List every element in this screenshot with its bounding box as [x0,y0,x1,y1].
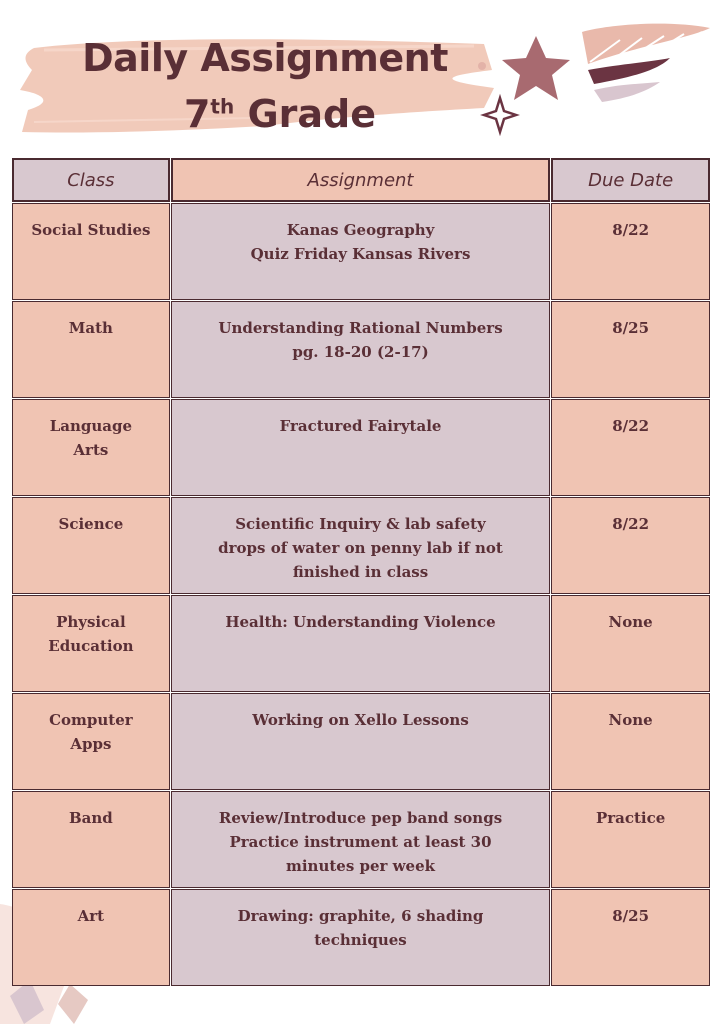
assignment-cell [171,791,550,888]
table-row [12,301,711,399]
column-header-assignment: Assignment [171,158,550,202]
due-date-cell [551,693,710,790]
due-date-cell [551,301,710,398]
assignment-cell [171,595,550,692]
page-title: Daily Assignment [82,36,448,80]
assignment-cell-line: Scientific Inquiry & lab safety [235,515,486,533]
due-date-cell [551,595,710,692]
table-body [12,203,711,987]
assignment-cell [171,301,550,398]
class-cell-line: Social Studies [31,221,151,239]
due-date-value: 8/25 [612,319,650,337]
class-cell-line: Band [68,809,113,827]
table-row [12,693,711,791]
table-row [12,497,711,595]
due-date-value: None [608,613,653,631]
class-cell-line: Apps [70,735,112,753]
due-date-value: None [608,711,653,729]
class-cell [12,595,170,692]
table-row [12,399,711,497]
table-row [12,889,711,987]
assignment-cell-line: Health: Understanding Violence [225,613,496,631]
class-cell-line: Physical [56,613,126,631]
due-date-value: 8/22 [612,221,650,239]
assignment-cell-line: Drawing: graphite, 6 shading [237,907,484,925]
assignment-cell-line: minutes per week [285,857,436,875]
class-cell [12,791,170,888]
class-cell-line: Language [49,417,133,435]
due-date-cell [551,497,710,594]
grade-word: Grade [247,92,377,136]
due-date-cell [551,791,710,888]
assignment-cell-line: Practice instrument at least 30 [229,833,492,851]
due-date-cell [551,203,710,300]
class-cell-line: Arts [73,441,109,459]
shooting-star-icon [470,18,720,138]
class-cell-line: Science [58,515,124,533]
assignment-cell-line: Kanas Geography [286,221,435,239]
assignment-cell-line: Working on Xello Lessons [252,711,469,729]
table-row [12,595,711,693]
column-header-due-date: Due Date [551,158,710,202]
class-cell-line: Art [77,907,105,925]
class-cell [12,497,170,594]
class-cell-line: Computer [49,711,133,729]
due-date-cell [551,889,710,986]
table-row [12,791,711,889]
assignment-cell-line: finished in class [292,563,429,581]
class-cell [12,693,170,790]
assignment-cell-line: Quiz Friday Kansas Rivers [250,245,471,263]
assignment-cell-line: Review/Introduce pep band songs [218,809,503,827]
assignment-cell [171,203,550,300]
assignment-cell-line: Understanding Rational Numbers [218,319,503,337]
due-date-cell [551,399,710,496]
column-header-class: Class [12,158,170,202]
table-header-row [12,158,711,203]
class-cell-line: Education [48,637,134,655]
grade-number: 7 [183,92,211,136]
class-cell [12,889,170,986]
assignment-cell [171,399,550,496]
class-cell [12,399,170,496]
due-date-value: Practice [595,809,666,827]
assignment-table [12,158,711,987]
assignment-cell-line: pg. 18-20 (2-17) [292,343,429,361]
assignment-cell [171,693,550,790]
assignment-cell [171,889,550,986]
assignment-cell-line: drops of water on penny lab if not [218,539,503,557]
table-row [12,203,711,301]
assignment-cell-line: Fractured Fairytale [279,417,442,435]
due-date-value: 8/22 [612,515,650,533]
assignment-cell-line: techniques [314,931,407,949]
class-cell-line: Math [68,319,113,337]
due-date-value: 8/22 [612,417,650,435]
class-cell [12,301,170,398]
class-cell [12,203,170,300]
assignment-cell [171,497,550,594]
grade-suffix: th [210,94,235,119]
due-date-value: 8/25 [612,907,650,925]
